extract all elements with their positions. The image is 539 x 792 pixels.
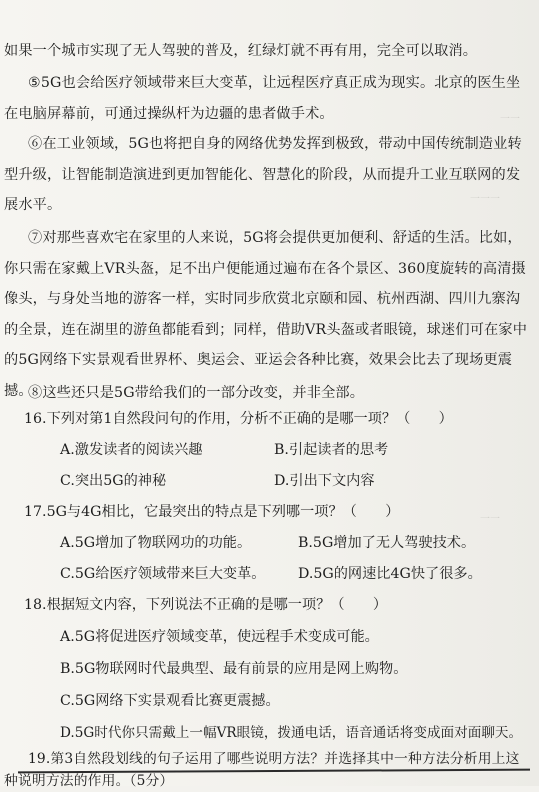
question-17-option-c[interactable]: C.5G给医疗领域带来巨大变革。 xyxy=(60,566,266,582)
question-16-option-c[interactable]: C.突出5G的神秘 xyxy=(60,473,167,489)
question-16-option-a[interactable]: A.激发读者的阅读兴趣 xyxy=(60,442,203,458)
question-16-stem: 16.下列对第1自然段问句的作用，分析不正确的是哪一项？（ ） xyxy=(24,411,453,427)
question-16-option-b[interactable]: B.引起读者的思考 xyxy=(274,442,389,458)
question-18-option-c[interactable]: C.5G网络下实景观看比赛更震撼。 xyxy=(60,693,280,709)
passage-paragraph-6: ⑥在工业领域，5G也将把自身的网络优势发挥到极致，带动中国传统制造业转型升级，让智能制造演进到更加智能化、智慧化的阶段，从而提升工业互联网的发展水平。 xyxy=(4,136,522,213)
bleed-through-mark: 一一 xyxy=(480,514,500,525)
question-16-option-d[interactable]: D.引出下文内容 xyxy=(274,473,375,489)
question-18-stem: 18.根据短文内容，下列说法不正确的是哪一项？（ ） xyxy=(24,597,388,613)
question-19-stem: 19.第3自然段划线的句子运用了哪些说明方法？并选择其中一种方法分析用上这种说明方法的作用。（5分） xyxy=(4,751,520,789)
question-17-option-d[interactable]: D.5G的网速比4G快了很多。 xyxy=(298,566,482,582)
question-17-option-b[interactable]: B.5G增加了无人驾驶技术。 xyxy=(298,535,476,551)
passage-paragraph-8: ⑧这些还只是5G带给我们的一部分改变，并非全部。 xyxy=(28,385,365,401)
question-17-stem: 17.5G与4G相比，它最突出的特点是下列哪一项？（ ） xyxy=(24,504,400,520)
passage-paragraph-7: ⑦对那些喜欢宅在家里的人来说，5G将会提供更加便利、舒适的生活。比如，你只需在家戴上VR头盔，足不出户便能通过遍布在各个景区、360度旋转的高清摄像头，与身处当地的游客一样，实时同步欣赏北京颐和园、杭州西湖、四川九寨沟的全景，连在湖里的游鱼都能看到；同样，借助VR头盔或者眼镜，球迷们可在家中的5G网络下实景观看世界杯、奥运会、亚运会各种比赛，效果会比去了现场更震撼。 xyxy=(4,230,528,399)
question-17-option-a[interactable]: A.5G增加了物联网功的功能。 xyxy=(60,535,252,551)
bleed-through-mark: 一一一 xyxy=(470,194,500,205)
question-18-option-a[interactable]: A.5G将促进医疗领域变革，使远程手术变成可能。 xyxy=(60,629,379,645)
bleed-through-mark: 一一 xyxy=(500,114,520,125)
passage-paragraph-5: ⑤5G也会给医疗领域带来巨大变革，让远程医疗真正成为现实。北京的医生坐在电脑屏幕前，可通过操纵杆为边疆的患者做手术。 xyxy=(4,75,521,122)
question-18-option-d[interactable]: D.5G时代你只需戴上一幅VR眼镜，拨通电话，语音通话将变成面对面聊天。 xyxy=(60,725,523,741)
passage-paragraph-4-end: 如果一个城市实现了无人驾驶的普及，红绿灯就不再有用，完全可以取消。 xyxy=(4,43,478,59)
question-18-option-b[interactable]: B.5G物联网时代最典型、最有前景的应用是网上购物。 xyxy=(60,661,408,677)
